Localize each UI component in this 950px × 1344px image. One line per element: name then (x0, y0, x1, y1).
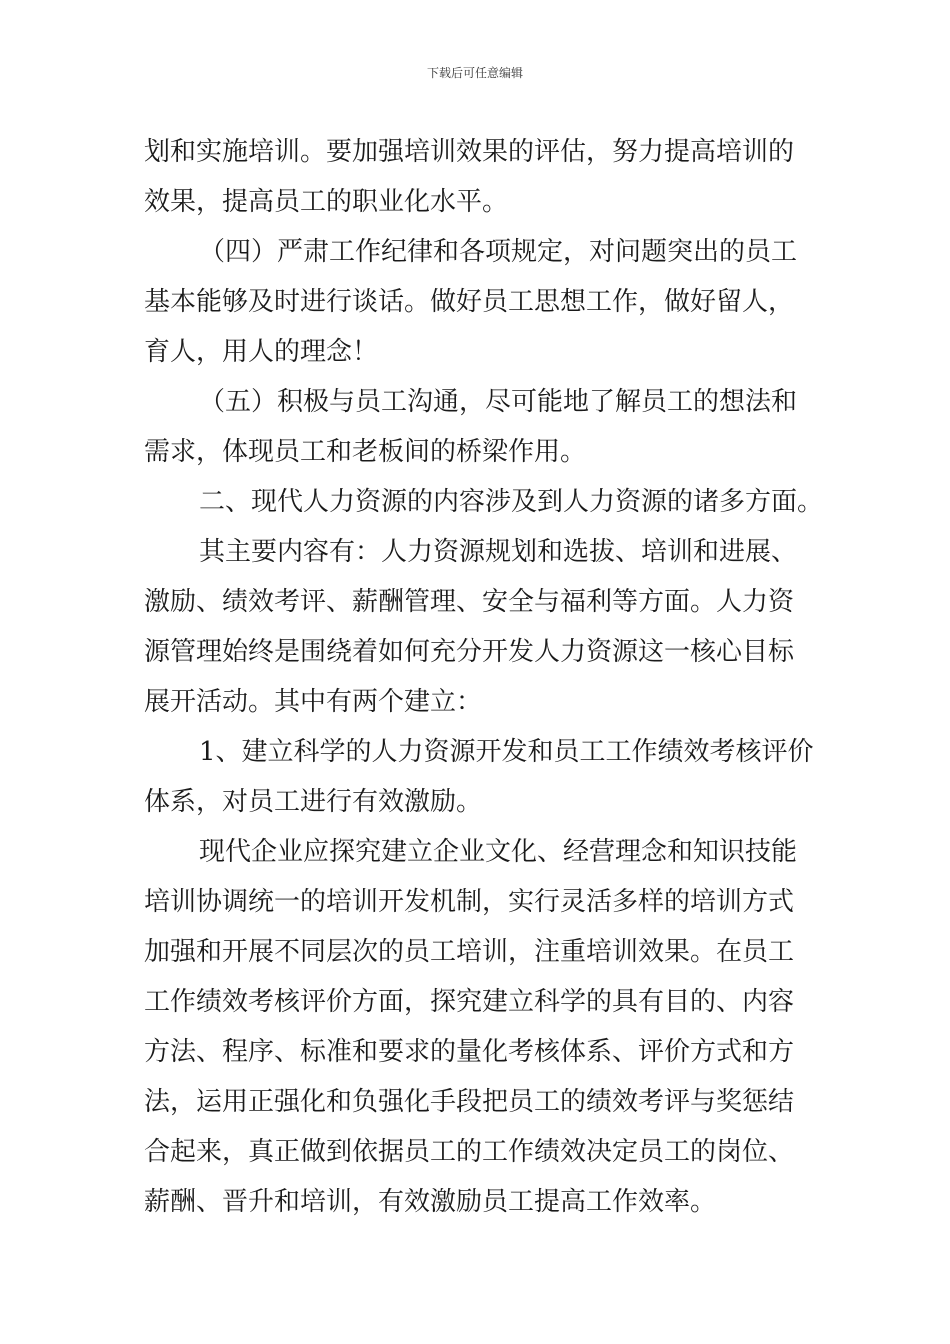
text-line: 效果，提高员工的职业化水平。 (144, 187, 509, 217)
text-line: 培训协调统一的培训开发机制，实行灵活多样的培训方式 (144, 887, 795, 917)
text-line: 方法、程序、标准和要求的量化考核体系、评价方式和方 (144, 1037, 795, 1067)
text-line: 展开活动。其中有两个建立： (144, 687, 483, 717)
text-line: 基本能够及时进行谈话。做好员工思想工作，做好留人， (144, 287, 795, 317)
paragraph-start: 其主要内容有：人力资源规划和选拔、培训和进展、 (199, 537, 798, 567)
text-line: 体系，对员工进行有效激励。 (144, 787, 483, 817)
text-line: 法，运用正强化和负强化手段把员工的绩效考评与奖惩结 (144, 1087, 795, 1117)
text-line: 加强和开展不同层次的员工培训，注重培训效果。在员工 (144, 937, 795, 967)
text-line: 激励、绩效考评、薪酬管理、安全与福利等方面。人力资 (144, 587, 795, 617)
text-line: 需求，体现员工和老板间的桥梁作用。 (144, 437, 587, 467)
paragraph-start: （五）积极与员工沟通，尽可能地了解员工的想法和 (199, 387, 798, 417)
text-line: 合起来，真正做到依据员工的工作绩效决定员工的岗位、 (144, 1137, 795, 1167)
numbered-item: 1、建立科学的人力资源开发和员工工作绩效考核评价 (199, 737, 814, 767)
section-heading: 二、现代人力资源的内容涉及到人力资源的诸多方面。 (199, 487, 824, 517)
page-header-note: 下载后可任意编辑 (426, 66, 523, 80)
text-line: 源管理始终是围绕着如何充分开发人力资源这一核心目标 (144, 637, 795, 667)
text-line: 工作绩效考核评价方面，探究建立科学的具有目的、内容 (144, 987, 795, 1017)
text-line: 划和实施培训。要加强培训效果的评估，努力提高培训的 (144, 137, 795, 167)
text-line: 薪酬、晋升和培训，有效激励员工提高工作效率。 (144, 1187, 717, 1217)
text-line: 育人，用人的理念！ (144, 337, 379, 367)
paragraph-start: 现代企业应探究建立企业文化、经营理念和知识技能 (199, 837, 798, 867)
document-body (144, 127, 824, 1227)
paragraph-start: （四）严肃工作纪律和各项规定，对问题突出的员工 (199, 237, 798, 267)
